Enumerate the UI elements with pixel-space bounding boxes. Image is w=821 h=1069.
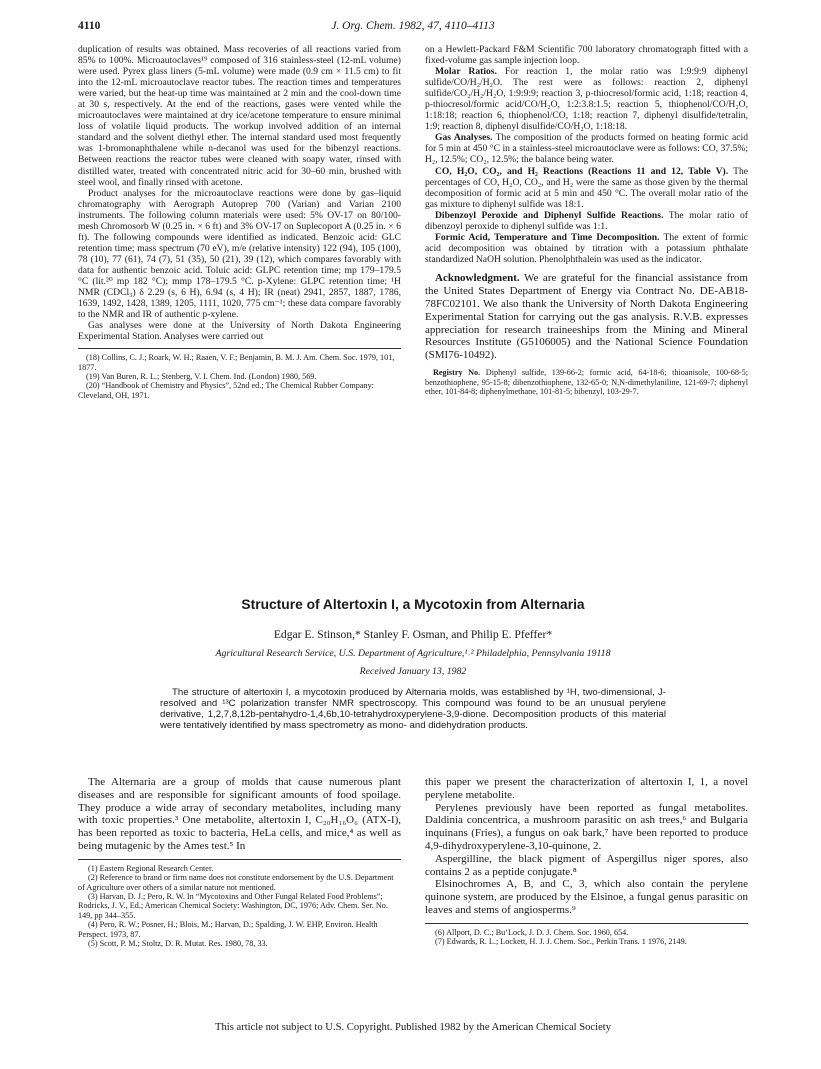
paragraph: Elsinochromes A, B, and C, 3, which also contain the perylene quinone system, are produced by the Elsinoe, a fungal genus parasitic on leaves and stems of angiosperms.⁹ — [425, 878, 748, 916]
footnote: (7) Edwards, R. L.; Lockett, H. J. J. Chem. Soc., Perkin Trans. 1 1976, 2149. — [435, 937, 687, 947]
footnote: (6) Allport, D. C.; Bu’Lock, J. D. J. Chem. Soc. 1960, 654. — [435, 927, 629, 937]
right-column-bottom — [425, 776, 748, 947]
paragraph: Aspergilline, the black pigment of Aspergillus niger spores, also contains 2 as a peptide conjugate.⁸ — [425, 852, 748, 878]
acknowledgment-heading: Acknowledgment. — [435, 271, 520, 284]
paragraph: The Alternaria are a group of molds that cause numerous plant diseases and are responsible for significant amounts of food spoilage. They produce a wide array of secondary metabolites, including many with toxic properties.³ One metabolite, altertoxin I, C₂₀H₁₆O₆ (ATX-I), has been reported as toxic to bacteria, HeLa cells, and mice,⁴ as well as being mutagenic by the Ames test.⁵ In — [78, 776, 401, 852]
footnote: (20) “Handbook of Chemistry and Physics”, 52nd ed.; The Chemical Rubber Company: Cleveland, OH, 1971. — [78, 381, 374, 400]
paragraph: Molar Ratios. For reaction 1, the molar ratio was 1:9:9:9 diphenyl sulfide/CO/H₂/H₂O. The rest were as follows: reaction 2, diphenyl sulfide/CO₂/H₂/H₂O, 1:9:9:9; reaction 3, p-thiocresol/formic acid, 1:18; reaction 4, p-thiocresol/formic acid/CO/H₂O, 1:2:3.8:1.5; reaction 5, thiophenol/CO/H₂O, 1:18:18; reaction 6, thiophenol/CO, 1:18; reaction 7, diphenyl disulfide/tetralin, 1:9; reaction 8, diphenyl disulfide/CO/H₂O, 1:18:18. — [425, 66, 748, 133]
paragraph: Gas Analyses. The composition of the products formed on heating formic acid for 5 min at 450 °C in a stainless-steel microautoclave were as follows: CO, 37.5%; H₂, 12.5%; CO₂, 12.5%; the balance being water. — [425, 132, 748, 166]
journal-citation: J. Org. Chem. 1982, 47, 4110–4113 — [331, 20, 495, 32]
footnote-rule — [78, 859, 401, 860]
left-column-top — [78, 44, 401, 400]
section-heading: Molar Ratios. — [435, 66, 497, 78]
paragraph: Formic Acid, Temperature and Time Decomposition. The extent of formic acid decomposition was obtained by titration with a potassium phthalate standardized NaOH solution. Phenolphthalein was used as the indicator. — [425, 231, 748, 265]
footnotes — [425, 928, 748, 947]
paragraph: CO, H₂O, CO₂, and H₂ Reactions (Reactions 11 and 12, Table V). The percentages of CO, H₂O, CO₂, and H₂ were the same as those given by the thermal decomposition of formic acid at 5 min and 450 °C. The overall molar ratio of the gas mixture to diphenyl sulfide was 18:1. — [425, 165, 748, 210]
abstract-text: The structure of altertoxin I, a mycotoxin produced by Alternaria molds, was established by ¹H, two-dimensional, J-resolved and ¹³C polarization transfer NMR spectroscopy. This compound was found to be an unusual perylene derivative, 1,2,7,8,12b-pentahydro-1,4,6b,10-tetrahydroxyperylene-3,9-dione. Decomposition products of this material were tentatively identified by mass spectrometry as mono- and didehydration products. — [160, 687, 666, 732]
received-date: Received January 13, 1982 — [359, 666, 467, 677]
footnote: (3) Harvan, D. J.; Pero, R. W. In “Mycotoxins and Other Fungal Related Food Problems”; Rodricks, J. V., Ed.; American Chemical Society: Washington, DC, 1976; Adv. Chem. Ser. No. 149, pp 344–355. — [78, 892, 388, 920]
footnote-rule — [78, 348, 401, 349]
page-number: 4110 — [78, 20, 101, 32]
section-heading: Dibenzoyl Peroxide and Diphenyl Sulfide Reactions. — [435, 209, 664, 221]
paragraph: Perylenes previously have been reported as fungal metabolites. Daldinia concentrica, a mushroom parasitic on ash trees,⁶ and Bulgaria inquinans (Fries), a fungus on oak bark,⁷ have been reported to produce 4,9-dihydroxyperylene-3,10-quinone, 2. — [425, 801, 748, 852]
right-column-top — [425, 44, 748, 397]
article-authors: Edgar E. Stinson,* Stanley F. Osman, and Philip E. Pfeffer* — [273, 628, 553, 641]
paragraph: Gas analyses were done at the University of North Dakota Engineering Experimental Station. Analyses were carried out — [78, 320, 401, 343]
footnote: (19) Van Buren, R. L.; Stenberg, V. I. Chem. Ind. (London) 1980, 569. — [86, 372, 317, 382]
footnote-rule — [425, 923, 748, 924]
paragraph: this paper we present the characterization of altertoxin I, 1, a novel perylene metabolite. — [425, 776, 748, 801]
section-heading: CO, H₂O, CO₂, and H₂ Reactions (Reactions 11 and 12, Table V). — [435, 165, 729, 177]
footnote: (5) Scott, P. M.; Stoltz, D. R. Mutat. Res. 1980, 78, 33. — [88, 939, 268, 949]
paragraph: duplication of results was obtained. Mass recoveries of all reactions varied from 85% to 100%. Microautoclaves¹⁹ composed of 316 stainless-steel (12-mL volume) were used. Pyrex glass liners (5-mL volume) were made (0.9 cm × 11.5 cm) to fit into the 12-mL microautoclave reactor tubes. The reaction times and temperatures were varied, but the heat-up time was maintained at 2 min and the cool-down time at 30 s, respectively. At the end of the reactions, gases were vented while the microautoclaves were maintained at dry ice/acetone temperature to ensure minimal loss of volatile liquid products. The workup involved addition of an internal standard and the solvent diethyl ether. The internal standard used most frequently was 1-bromonaphthalene while n-decanol was used for the bibenzyl reactions. Between reactions the reactor tubes were cleaned with soapy water, rinsed with distilled water, treated with concentrated nitric acid for 30–60 min, brushed with steel wool, and finally rinsed with acetone. — [78, 44, 401, 188]
footnote: (18) Collins, C. J.; Roark, W. H.; Raaen, V. F.; Benjamin, B. M. J. Am. Chem. Soc. 1979, 101, 1877. — [78, 353, 395, 372]
footnote: (2) Reference to brand or firm name does not constitute endorsement by the U.S. Department of Agriculture over others of a similar nature not mentioned. — [78, 873, 394, 892]
paragraph: Dibenzoyl Peroxide and Diphenyl Sulfide Reactions. The molar ratio of dibenzoyl peroxide to diphenyl sulfide was 1:1. — [425, 209, 748, 232]
left-column-bottom — [78, 776, 401, 948]
footnotes — [78, 864, 401, 949]
abstract — [160, 687, 666, 731]
acknowledgment: Acknowledgment. We are grateful for the financial assistance from the United States Department of Energy via Contract No. DE-AB18-78FC02101. We also thank the University of North Dakota Engineering Experimental Station for carrying out the gas analysis. R.V.B. expresses appreciation for research traineeships from the Mining and Mineral Resources Institute (G5106005) and the National Science Foundation (SMI76-10492). — [425, 271, 748, 362]
footnote: (4) Pero, R. W.; Posner, H.; Blois, M.; Harvan, D.; Spalding, J. W. EHP, Environ. Health Perspect. 1973, 87. — [78, 920, 378, 939]
footnote: (1) Eastern Regional Research Center. — [88, 863, 214, 873]
paragraph: on a Hewlett-Packard F&M Scientific 700 laboratory chromatograph fitted with a fixed-volume gas sample injection loop. — [425, 44, 748, 67]
section-heading: Formic Acid, Temperature and Time Decomposition. — [435, 231, 660, 243]
section-heading: Gas Analyses. — [435, 132, 493, 144]
article-title: Structure of Altertoxin I, a Mycotoxin from Alternaria — [241, 597, 585, 612]
paragraph: Product analyses for the microautoclave reactions were done by gas–liquid chromatography with Aerograph Autoprep 700 (Varian) and Varian 2100 instruments. The following column materials were used: 5% OV-17 on 80/100-mesh Chromosorb W (0.25 in. × 6 ft) and 3% OV-17 on Suplecoport A (0.25 in. × 6 ft). The following compounds were identified as indicated. Benzoic acid: GLC retention time; mass spectrum (70 eV), m/e (relative intensity) 122 (94), 105 (100), 78 (10), 77 (61), 74 (7), 51 (35), 50 (21), 39 (12), which compares favorably with data for authentic benzoic acid. Toluic acid: GLPC retention time; mp 179–179.5 °C (lit.²⁰ mp 182 °C); mmp 178–179.5 °C. p-Xylene: GLPC retention time; ¹H NMR (CDCl₃) δ 2.29 (s, 6 H), 6.94 (s, 4 H); IR (neat) 2941, 2857, 1887, 1786, 1639, 1492, 1428, 1389, 1205, 1111, 1020, 775 cm⁻¹; these data compare favorably to the NMR and IR of authentic p-xylene. — [78, 187, 401, 321]
running-header — [78, 20, 748, 36]
footnotes — [78, 353, 401, 400]
copyright-footer: This article not subject to U.S. Copyright. Published 1982 by the American Chemical Society — [214, 1022, 612, 1033]
article-affiliation: Agricultural Research Service, U.S. Department of Agriculture,¹˒² Philadelphia, Pennsylvania 19118 — [215, 648, 611, 659]
registry-numbers: Registry No. Diphenyl sulfide, 139-66-2; formic acid, 64-18-6; thioanisole, 100-68-5; benzothiophene, 95-15-8; dibenzothiophene, 132-65-0; N,N-dimethylaniline, 121-69-7; diphenyl ether, 101-84-8; diphenylmethane, 101-81-5; bibenzyl, 103-29-7. — [425, 368, 749, 397]
registry-heading: Registry No. — [433, 368, 481, 378]
